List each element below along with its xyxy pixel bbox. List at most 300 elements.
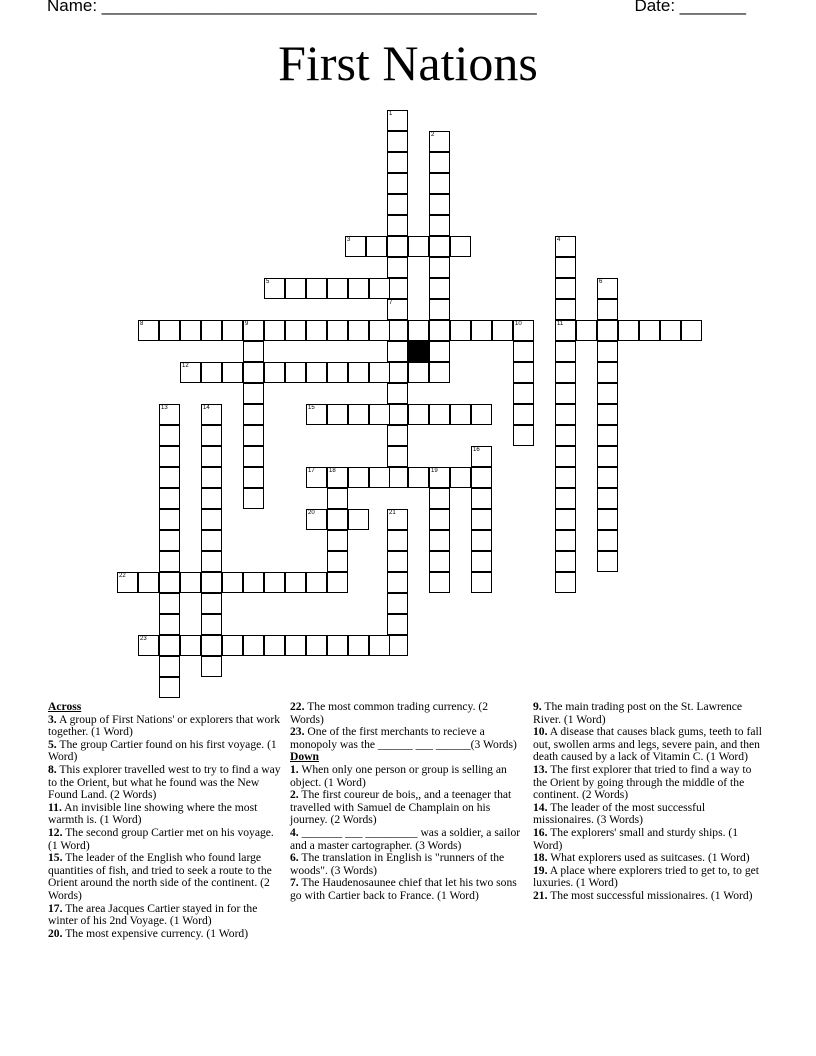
grid-cell[interactable] xyxy=(201,320,222,341)
grid-cell[interactable] xyxy=(201,446,222,467)
grid-cell[interactable] xyxy=(597,383,618,404)
grid-cell[interactable] xyxy=(429,467,450,488)
clue-number: 8 xyxy=(140,321,144,327)
grid-cell[interactable] xyxy=(429,173,450,194)
grid-cell[interactable] xyxy=(513,320,534,341)
grid-cell[interactable] xyxy=(597,488,618,509)
grid-cell[interactable] xyxy=(201,467,222,488)
grid-cell[interactable] xyxy=(327,467,348,488)
grid-cell[interactable] xyxy=(138,572,159,593)
name-field-label[interactable]: Name: ______________________________________________ xyxy=(47,0,537,15)
grid-cell[interactable] xyxy=(387,593,408,614)
clue-number: 12 xyxy=(182,363,189,369)
clue-number-label: 10. xyxy=(533,725,548,739)
grid-cell[interactable] xyxy=(366,236,387,257)
grid-cell[interactable] xyxy=(180,320,201,341)
page-title: First Nations xyxy=(278,35,538,91)
clues-column-1 xyxy=(48,701,286,940)
grid-cell[interactable] xyxy=(369,635,390,656)
grid-cell[interactable] xyxy=(387,341,408,362)
grid-cell[interactable] xyxy=(348,362,369,383)
grid-cell[interactable] xyxy=(471,551,492,572)
grid-cell[interactable] xyxy=(159,446,180,467)
grid-cell[interactable] xyxy=(327,404,348,425)
grid-cell[interactable] xyxy=(387,551,408,572)
across-clue xyxy=(48,852,286,902)
clues-column-2 xyxy=(290,701,524,903)
grid-cell[interactable] xyxy=(597,425,618,446)
grid-cell[interactable] xyxy=(306,278,327,299)
grid-cell[interactable] xyxy=(408,320,429,341)
clue-number: 5 xyxy=(266,279,270,285)
clue-number-label: 14. xyxy=(533,800,548,814)
grid-cell[interactable] xyxy=(429,215,450,236)
grid-cell[interactable] xyxy=(681,320,702,341)
date-field-label[interactable]: Date: _______ xyxy=(634,0,746,15)
across-clue xyxy=(48,903,286,928)
clue-number-label: 17. xyxy=(48,901,63,915)
grid-cell[interactable] xyxy=(387,173,408,194)
grid-cell[interactable] xyxy=(408,467,429,488)
clue-number: 6 xyxy=(599,279,603,285)
clues-column-3 xyxy=(533,701,765,903)
grid-cell[interactable] xyxy=(555,488,576,509)
grid-cell[interactable] xyxy=(222,362,243,383)
grid-cell[interactable] xyxy=(387,320,408,341)
grid-cell[interactable] xyxy=(159,530,180,551)
grid-cell[interactable] xyxy=(597,299,618,320)
clue-number: 19 xyxy=(431,468,438,474)
grid-cell[interactable] xyxy=(201,593,222,614)
clue-number-label: 18. xyxy=(533,851,548,865)
clue-text: A group of First Nations' or explorers that work together. (1 Word) xyxy=(48,712,281,739)
clue-number: 4 xyxy=(557,237,561,243)
clue-text: The second group Cartier met on his voyage. (1 Word) xyxy=(48,825,274,852)
grid-cell[interactable] xyxy=(222,635,243,656)
grid-cell[interactable] xyxy=(429,236,450,257)
clue-number: 13 xyxy=(161,405,168,411)
grid-cell[interactable] xyxy=(555,236,576,257)
grid-cell[interactable] xyxy=(597,404,618,425)
grid-cell[interactable] xyxy=(429,131,450,152)
clue-number-label: 8. xyxy=(48,762,57,776)
grid-cell[interactable] xyxy=(429,320,450,341)
grid-cell[interactable] xyxy=(285,362,306,383)
grid-cell[interactable] xyxy=(243,425,264,446)
grid-cell[interactable] xyxy=(264,278,285,299)
grid-cell[interactable] xyxy=(159,635,180,656)
clue-number-label: 16. xyxy=(533,825,548,839)
grid-cell[interactable] xyxy=(138,635,159,656)
grid-cell[interactable] xyxy=(450,404,471,425)
grid-cell[interactable] xyxy=(348,635,369,656)
grid-cell[interactable] xyxy=(618,320,639,341)
across-clue xyxy=(48,827,286,852)
across-clue xyxy=(48,802,286,827)
grid-cell[interactable] xyxy=(348,320,369,341)
grid-cell[interactable] xyxy=(345,236,366,257)
grid-cell[interactable] xyxy=(660,320,681,341)
grid-cell[interactable] xyxy=(429,194,450,215)
grid-cell[interactable] xyxy=(555,446,576,467)
grid-cell[interactable] xyxy=(201,530,222,551)
grid-cell[interactable] xyxy=(387,467,408,488)
grid-cell[interactable] xyxy=(429,152,450,173)
grid-cell[interactable] xyxy=(597,362,618,383)
grid-cell[interactable] xyxy=(597,278,618,299)
grid-cell[interactable] xyxy=(513,425,534,446)
grid-cell[interactable] xyxy=(597,446,618,467)
clue-text: The most common trading currency. (2 Words) xyxy=(290,700,489,726)
grid-cell[interactable] xyxy=(387,404,408,425)
clue-text: A disease that causes black gums, teeth to fall out, swollen arms and legs, severe pain, and then death caused by a lack of Vitamin C. (1 Word) xyxy=(533,725,762,764)
grid-cell[interactable] xyxy=(429,551,450,572)
grid-cell[interactable] xyxy=(597,509,618,530)
down-clue xyxy=(290,827,524,852)
grid-cell[interactable] xyxy=(555,509,576,530)
grid-cell[interactable] xyxy=(387,425,408,446)
down-clue xyxy=(533,802,765,827)
clue-text: One of the first merchants to recieve a monopoly was the ______ ___ ______(3 Words) xyxy=(290,725,517,751)
grid-cell[interactable] xyxy=(264,572,285,593)
grid-cell[interactable] xyxy=(429,341,450,362)
grid-cell[interactable] xyxy=(243,341,264,362)
clue-number-label: 3. xyxy=(48,712,57,726)
grid-cell[interactable] xyxy=(327,320,348,341)
grid-cell[interactable] xyxy=(180,635,201,656)
grid-cell[interactable] xyxy=(369,278,390,299)
clue-number-label: 1. xyxy=(290,762,299,776)
grid-cell[interactable] xyxy=(243,572,264,593)
down-clue xyxy=(290,764,524,789)
grid-cell[interactable] xyxy=(408,362,429,383)
grid-cell[interactable] xyxy=(387,152,408,173)
clue-text: The group Cartier found on his first voyage. (1 Word) xyxy=(48,737,277,764)
grid-cell[interactable] xyxy=(369,320,390,341)
grid-cell[interactable] xyxy=(555,341,576,362)
clue-text: The main trading post on the St. Lawrence River. (1 Word) xyxy=(533,700,743,726)
grid-cell[interactable] xyxy=(471,530,492,551)
grid-cell[interactable] xyxy=(285,278,306,299)
grid-cell[interactable] xyxy=(471,509,492,530)
grid-cell[interactable] xyxy=(597,530,618,551)
grid-cell[interactable] xyxy=(555,257,576,278)
across-clue xyxy=(290,701,524,726)
grid-cell[interactable] xyxy=(327,278,348,299)
grid-cell[interactable] xyxy=(555,383,576,404)
grid-cell[interactable] xyxy=(243,362,264,383)
grid-cell[interactable] xyxy=(138,320,159,341)
grid-cell[interactable] xyxy=(429,509,450,530)
grid-cell[interactable] xyxy=(387,236,408,257)
grid-cell[interactable] xyxy=(471,488,492,509)
clue-number: 3 xyxy=(347,237,351,243)
down-clue xyxy=(533,764,765,802)
clue-text: This explorer travelled west to try to find a way to the Orient, but what he found was the New Found Land. (2 Words) xyxy=(48,762,281,802)
grid-cell[interactable] xyxy=(597,467,618,488)
across-clue xyxy=(48,714,286,739)
across-clue xyxy=(48,928,286,941)
across-heading: Across xyxy=(48,700,82,713)
across-clue xyxy=(48,764,286,802)
clue-number-label: 12. xyxy=(48,825,63,839)
across-clue xyxy=(48,739,286,764)
grid-cell[interactable] xyxy=(201,404,222,425)
grid-cell[interactable] xyxy=(387,614,408,635)
down-clue xyxy=(290,852,524,877)
grid-cell[interactable] xyxy=(243,446,264,467)
grid-cell[interactable] xyxy=(327,530,348,551)
grid-cell[interactable] xyxy=(387,110,408,131)
clue-number: 10 xyxy=(515,321,522,327)
grid-cell[interactable] xyxy=(327,488,348,509)
grid-cell[interactable] xyxy=(159,488,180,509)
grid-cell[interactable] xyxy=(387,446,408,467)
grid-cell[interactable] xyxy=(201,635,222,656)
grid-cell[interactable] xyxy=(264,635,285,656)
grid-cell[interactable] xyxy=(387,635,408,656)
grid-block xyxy=(408,341,429,362)
grid-cell[interactable] xyxy=(348,509,369,530)
grid-cell[interactable] xyxy=(159,572,180,593)
grid-cell[interactable] xyxy=(513,341,534,362)
grid-cell[interactable] xyxy=(387,362,408,383)
down-clue xyxy=(533,701,765,726)
clue-number: 14 xyxy=(203,405,210,411)
grid-cell[interactable] xyxy=(159,593,180,614)
grid-cell[interactable] xyxy=(555,425,576,446)
grid-cell[interactable] xyxy=(555,467,576,488)
down-clue xyxy=(290,789,524,827)
grid-cell[interactable] xyxy=(159,404,180,425)
grid-cell[interactable] xyxy=(555,278,576,299)
clue-number-label: 2. xyxy=(290,788,299,802)
grid-cell[interactable] xyxy=(471,404,492,425)
grid-cell[interactable] xyxy=(243,383,264,404)
grid-cell[interactable] xyxy=(369,404,390,425)
grid-cell[interactable] xyxy=(429,278,450,299)
grid-cell[interactable] xyxy=(555,551,576,572)
grid-cell[interactable] xyxy=(285,572,306,593)
grid-cell[interactable] xyxy=(471,467,492,488)
grid-cell[interactable] xyxy=(180,362,201,383)
grid-cell[interactable] xyxy=(159,614,180,635)
grid-cell[interactable] xyxy=(408,404,429,425)
grid-cell[interactable] xyxy=(555,530,576,551)
grid-cell[interactable] xyxy=(387,194,408,215)
grid-cell[interactable] xyxy=(471,572,492,593)
grid-cell[interactable] xyxy=(243,488,264,509)
clue-number-label: 19. xyxy=(533,863,548,877)
grid-cell[interactable] xyxy=(429,572,450,593)
down-clue xyxy=(533,726,765,764)
grid-cell[interactable] xyxy=(387,509,408,530)
grid-cell[interactable] xyxy=(201,509,222,530)
grid-cell[interactable] xyxy=(387,530,408,551)
grid-cell[interactable] xyxy=(408,236,429,257)
clue-text: An invisible line showing where the most warmth is. (1 Word) xyxy=(48,800,258,827)
grid-cell[interactable] xyxy=(201,425,222,446)
grid-cell[interactable] xyxy=(369,467,390,488)
grid-cell[interactable] xyxy=(513,362,534,383)
grid-cell[interactable] xyxy=(243,404,264,425)
grid-cell[interactable] xyxy=(555,572,576,593)
clue-number-label: 7. xyxy=(290,876,299,890)
clue-number-label: 5. xyxy=(48,737,57,751)
clue-text: The area Jacques Cartier stayed in for the winter of his 2nd Voyage. (1 Word) xyxy=(48,901,258,928)
grid-cell[interactable] xyxy=(306,320,327,341)
grid-cell[interactable] xyxy=(327,572,348,593)
grid-cell[interactable] xyxy=(243,320,264,341)
grid-cell[interactable] xyxy=(576,320,597,341)
grid-cell[interactable] xyxy=(264,320,285,341)
grid-cell[interactable] xyxy=(201,488,222,509)
grid-cell[interactable] xyxy=(243,635,264,656)
grid-cell[interactable] xyxy=(159,551,180,572)
grid-cell[interactable] xyxy=(306,635,327,656)
clue-text: The most expensive currency. (1 Word) xyxy=(62,926,249,940)
grid-cell[interactable] xyxy=(201,614,222,635)
clue-text: A place where explorers tried to get to, to get luxuries. (1 Word) xyxy=(533,863,760,890)
grid-cell[interactable] xyxy=(597,320,618,341)
clue-number-label: 20. xyxy=(48,926,63,940)
grid-cell[interactable] xyxy=(387,215,408,236)
clue-text: The first explorer that tried to find a way to the Orient by going through the middle of the continent. (2 Words) xyxy=(533,762,752,802)
grid-cell[interactable] xyxy=(327,362,348,383)
grid-cell[interactable] xyxy=(117,572,138,593)
grid-cell[interactable] xyxy=(285,635,306,656)
grid-cell[interactable] xyxy=(471,446,492,467)
grid-cell[interactable] xyxy=(450,320,471,341)
grid-cell[interactable] xyxy=(555,299,576,320)
grid-cell[interactable] xyxy=(429,257,450,278)
grid-cell[interactable] xyxy=(180,572,201,593)
grid-cell[interactable] xyxy=(450,467,471,488)
clue-number: 11 xyxy=(557,321,564,327)
clue-text: The explorers' small and sturdy ships. (1 Word) xyxy=(533,825,739,852)
grid-cell[interactable] xyxy=(201,656,222,677)
grid-cell[interactable] xyxy=(429,488,450,509)
grid-cell[interactable] xyxy=(348,278,369,299)
grid-cell[interactable] xyxy=(471,320,492,341)
clue-text: _______ ___ _________ was a soldier, a sailor and a master cartographer. (3 Words) xyxy=(290,825,521,852)
clue-text: The leader of the most successful missionaires. (3 Words) xyxy=(533,800,706,827)
clue-number: 23 xyxy=(140,636,147,642)
grid-cell[interactable] xyxy=(597,551,618,572)
clue-number-label: 4. xyxy=(290,825,299,839)
grid-cell[interactable] xyxy=(429,530,450,551)
grid-cell[interactable] xyxy=(555,320,576,341)
grid-cell[interactable] xyxy=(327,509,348,530)
grid-cell[interactable] xyxy=(159,425,180,446)
grid-cell[interactable] xyxy=(327,635,348,656)
clue-number-label: 15. xyxy=(48,851,63,865)
grid-cell[interactable] xyxy=(387,278,408,299)
grid-cell[interactable] xyxy=(429,404,450,425)
grid-cell[interactable] xyxy=(450,236,471,257)
grid-cell[interactable] xyxy=(348,404,369,425)
grid-cell[interactable] xyxy=(159,656,180,677)
clue-number: 18 xyxy=(329,468,336,474)
clue-number-label: 13. xyxy=(533,762,548,776)
clue-text: What explorers used as suitcases. (1 Word) xyxy=(547,851,750,865)
clue-number: 16 xyxy=(473,447,480,453)
grid-cell[interactable] xyxy=(201,551,222,572)
clue-text: The translation in English is "runners of the woods". (3 Words) xyxy=(290,851,505,877)
grid-cell[interactable] xyxy=(387,131,408,152)
grid-cell[interactable] xyxy=(387,383,408,404)
clue-number: 9 xyxy=(245,321,249,327)
grid-cell[interactable] xyxy=(513,404,534,425)
grid-cell[interactable] xyxy=(387,572,408,593)
grid-cell[interactable] xyxy=(639,320,660,341)
grid-cell[interactable] xyxy=(159,467,180,488)
clue-number: 20 xyxy=(308,510,315,516)
down-heading: Down xyxy=(290,750,319,764)
grid-cell[interactable] xyxy=(306,362,327,383)
clue-number: 2 xyxy=(431,132,435,138)
grid-cell[interactable] xyxy=(387,299,408,320)
clue-number: 7 xyxy=(389,300,393,306)
grid-cell[interactable] xyxy=(306,467,327,488)
clue-number: 21 xyxy=(389,510,396,516)
down-clue xyxy=(533,890,765,903)
grid-cell[interactable] xyxy=(159,677,180,698)
grid-cell[interactable] xyxy=(555,362,576,383)
grid-cell[interactable] xyxy=(387,257,408,278)
clue-text: The most successful missionaires. (1 Word) xyxy=(547,888,753,902)
grid-cell[interactable] xyxy=(306,404,327,425)
clue-number-label: 6. xyxy=(290,851,299,865)
clue-number: 15 xyxy=(308,405,315,411)
grid-cell[interactable] xyxy=(348,467,369,488)
grid-cell[interactable] xyxy=(306,509,327,530)
clue-number-label: 11. xyxy=(48,800,62,814)
grid-cell[interactable] xyxy=(492,320,513,341)
grid-cell[interactable] xyxy=(429,362,450,383)
grid-cell[interactable] xyxy=(369,362,390,383)
grid-cell[interactable] xyxy=(264,362,285,383)
clue-number-label: 23. xyxy=(290,725,305,739)
grid-cell[interactable] xyxy=(201,362,222,383)
grid-cell[interactable] xyxy=(429,299,450,320)
grid-cell[interactable] xyxy=(285,320,306,341)
clue-number: 1 xyxy=(389,111,393,117)
clue-number: 22 xyxy=(119,573,126,579)
clue-number: 17 xyxy=(308,468,315,474)
grid-cell[interactable] xyxy=(597,341,618,362)
grid-cell[interactable] xyxy=(201,572,222,593)
grid-cell[interactable] xyxy=(555,404,576,425)
down-clue xyxy=(533,865,765,890)
clue-text: The first coureur de bois,, and a teenager that travelled with Samuel de Champlain on his journey. (2 Words) xyxy=(290,788,512,827)
grid-cell[interactable] xyxy=(243,467,264,488)
down-clue xyxy=(290,877,524,902)
clue-text: The leader of the English who found large quantities of fish, and tried to seek a route to the Orient around the north side of the continent. (2 Words) xyxy=(48,851,272,902)
grid-cell[interactable] xyxy=(222,572,243,593)
grid-cell[interactable] xyxy=(306,572,327,593)
grid-cell[interactable] xyxy=(513,383,534,404)
down-clue xyxy=(533,827,765,852)
grid-cell[interactable] xyxy=(222,320,243,341)
clue-text: The Haudenosaunee chief that let his two sons go with Cartier back to France. (1 Word) xyxy=(290,876,517,902)
clue-number-label: 22. xyxy=(290,700,305,713)
grid-cell[interactable] xyxy=(159,320,180,341)
clue-number-label: 9. xyxy=(533,700,542,713)
clue-number-label: 21. xyxy=(533,888,548,902)
grid-cell[interactable] xyxy=(159,509,180,530)
grid-cell[interactable] xyxy=(327,551,348,572)
